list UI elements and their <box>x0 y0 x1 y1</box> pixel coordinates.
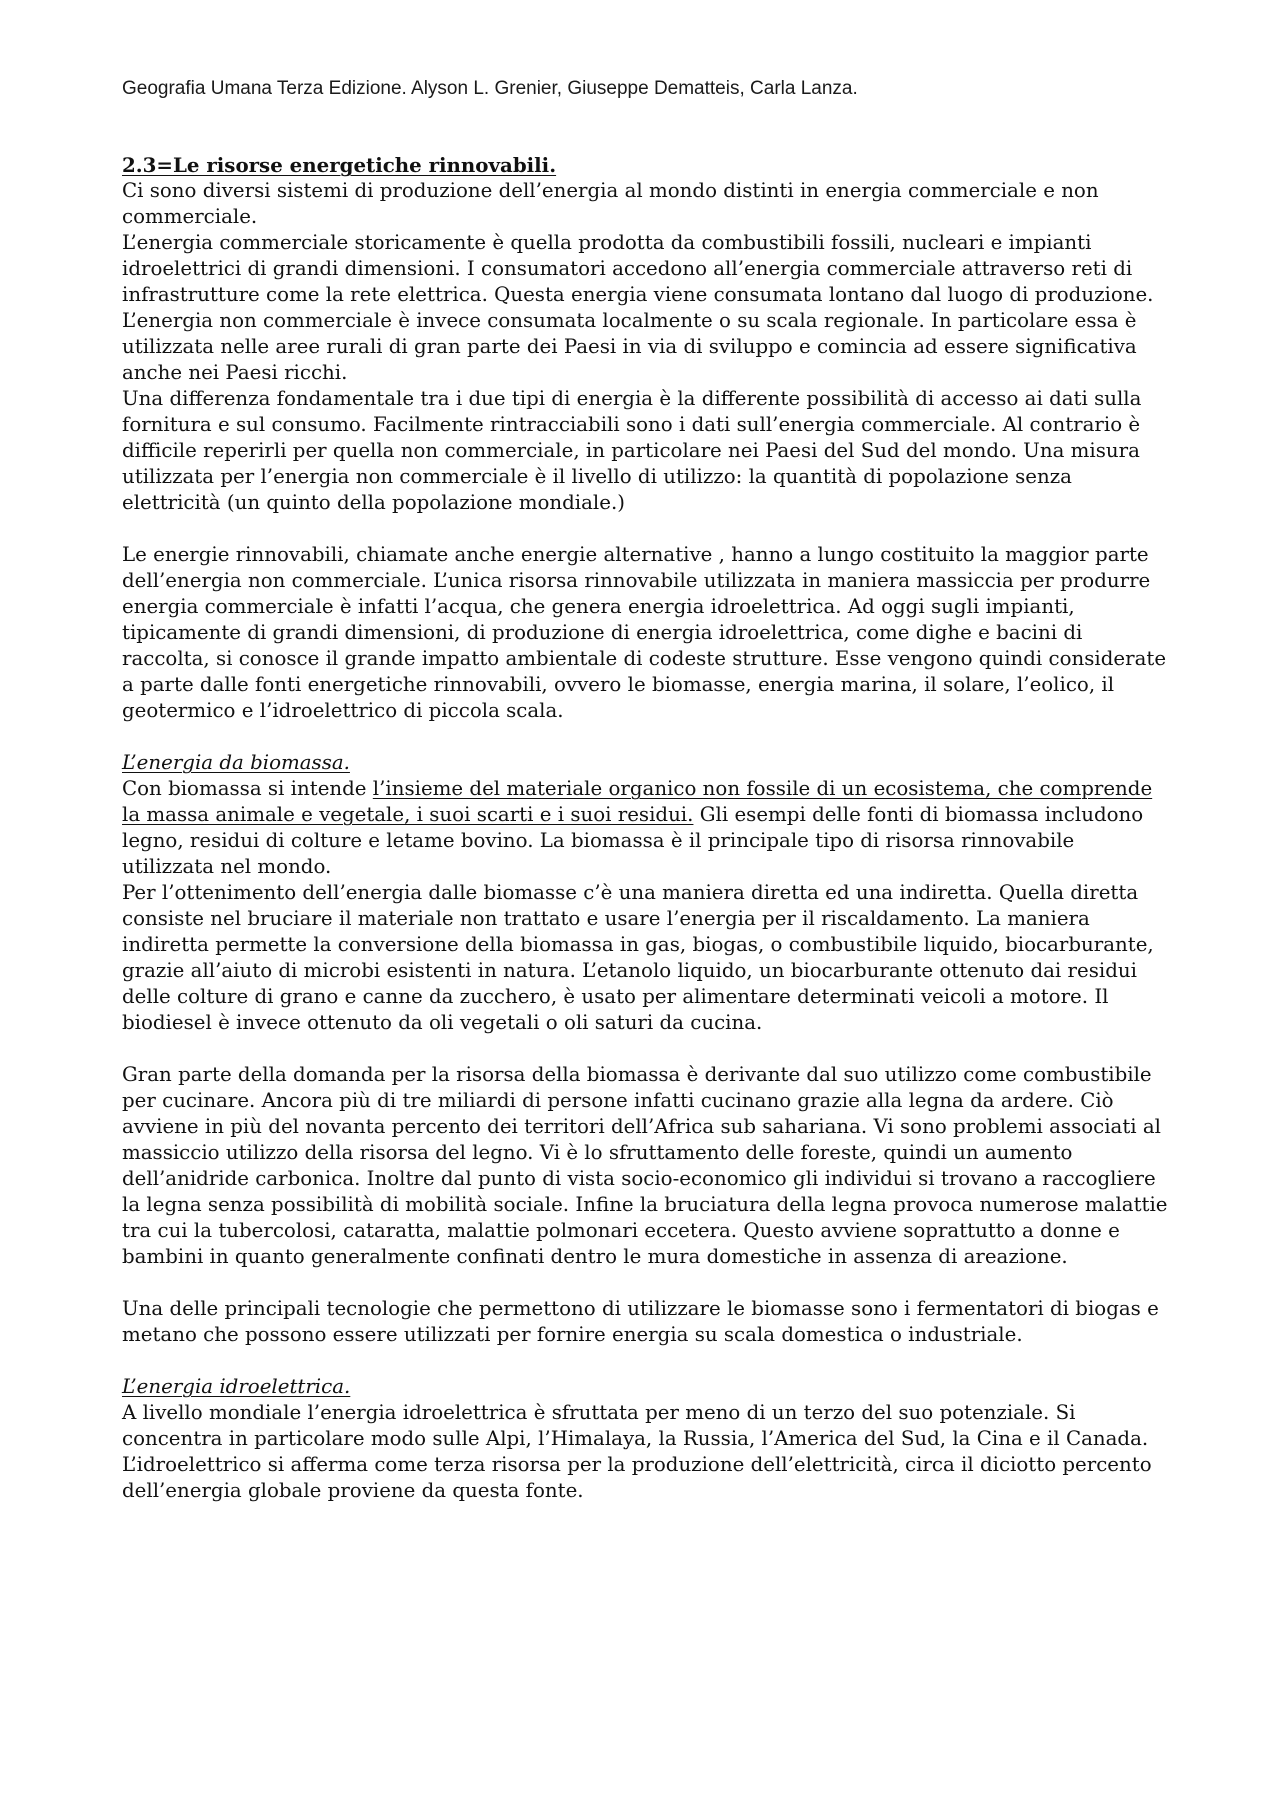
paragraph: Gran parte della domanda per la risorsa della biomassa è derivante dal suo utilizzo come combustibile per cucinare. Ancora più di tre miliardi di persone infatti cucinano grazie alla legna da ardere. Ciò avviene in più del novanta percento dei territori dell’Africa sub sahariana. Vi sono problemi associati al massiccio utilizzo della risorsa del legno. Vi è lo sfruttamento delle foreste, quindi un aumento dell’anidride carbonica. Inoltre dal punto di vista socio-economico gli individui si trovano a raccogliere la legna senza possibilità di mobilità sociale. Infine la bruciatura della legna provoca numerose malattie tra cui la tubercolosi, cataratta, malattie polmonari eccetera. Questo avviene soprattutto a donne e bambini in quanto generalmente confinati dentro le mura domestiche in assenza di areazione. <box>122 1063 1168 1268</box>
spacer <box>122 1270 1172 1296</box>
biomass-definition: l’insieme del materiale organico non fossile di un ecosistema, che comprende la massa animale e vegetale, i suoi scarti e i suoi residui. <box>122 777 1153 826</box>
paragraph: Per l’ottenimento dell’energia dalle biomasse c’è una maniera diretta ed una indiretta. Quella diretta consiste nel bruciare il materiale non trattato e usare l’energia per il riscaldamento. La maniera indiretta permette la conversione della biomassa in gas, biogas, o combustibile liquido, biocarburante, grazie all’aiuto di microbi esistenti in natura. L’etanolo liquido, un biocarburante ottenuto dai residui delle colture di grano e canne da zucchero, è usato per alimentare determinati veicoli a motore. Il biodiesel è invece ottenuto da oli vegetali o oli saturi da cucina. <box>122 881 1154 1034</box>
paragraph: L’energia commerciale storicamente è quella prodotta da combustibili fossili, nucleari e impianti idroelettrici di grandi dimensioni. I consumatori accedono all’energia commerciale attraverso reti di infrastrutture come la rete elettrica. Questa energia viene consumata lontano dal luogo di produzione. <box>122 231 1154 306</box>
intro-end: Gli esempi delle fonti di biomassa includono legno, residui di colture e letame bovino. La biomassa è il principale tipo di risorsa rinnovabile utilizzata nel mondo. <box>122 803 1144 878</box>
paragraph: Una differenza fondamentale tra i due tipi di energia è la differente possibilità di accesso ai dati sulla fornitura e sul consumo. Facilmente rintracciabili sono i dati sull’energia commerciale. Al contrario è difficile reperirli per quella non commerciale, in particolare nei Paesi del Sud del mondo. Una misura utilizzata per l’energia non commerciale è il livello di utilizzo: la quantità di popolazione senza elettricità (un quinto della popolazione mondiale.) <box>122 387 1142 514</box>
paragraph: A livello mondiale l’energia idroelettrica è sfruttata per meno di un terzo del suo potenziale. Si concentra in particolare modo sulle Alpi, l’Himalaya, la Russia, l’America del Sud, la Cina e il Canada. <box>122 1401 1149 1450</box>
subsection-title-biomass: L’energia da biomassa. <box>122 751 350 774</box>
paragraph: Le energie rinnovabili, chiamate anche energie alternative , hanno a lungo costituito la maggior parte dell’energia non commerciale. L’unica risorsa rinnovabile utilizzata in maniera massiccia per produrre energia commerciale è infatti l’acqua, che genera energia idroelettrica. Ad oggi sugli impianti, tipicamente di grandi dimensioni, di produzione di energia idroelettrica, come dighe e bacini di raccolta, si conosce il grande impatto ambientale di codeste strutture. Esse vengono quindi considerate a parte dalle fonti energetiche rinnovabili, ovvero le biomasse, energia marina, il solare, l’eolico, il geotermico e l’idroelettrico di piccola scala. <box>122 543 1167 722</box>
subsection-title-hydro: L’energia idroelettrica. <box>122 1375 351 1398</box>
paragraph: L’energia non commerciale è invece consumata localmente o su scala regionale. In particolare essa è utilizzata nelle aree rurali di gran parte dei Paesi in via di sviluppo e comincia ad essere significativa anche nei Paesi ricchi. <box>122 309 1137 384</box>
paragraph-biomass-intro <box>122 776 1172 880</box>
spacer <box>122 1036 1172 1062</box>
intro-start: Con biomassa si intende <box>122 777 373 800</box>
section-title: 2.3=Le risorse energetiche rinnovabili. <box>122 153 557 177</box>
paragraph: L’idroelettrico si afferma come terza risorsa per la produzione dell’elettricità, circa il diciotto percento dell’energia globale proviene da questa fonte. <box>122 1453 1152 1502</box>
spacer <box>122 1348 1172 1374</box>
paragraph: Ci sono diversi sistemi di produzione dell’energia al mondo distinti in energia commerciale e non commerciale. <box>122 179 1099 228</box>
paragraph: Una delle principali tecnologie che permettono di utilizzare le biomasse sono i fermentatori di biogas e metano che possono essere utilizzati per fornire energia su scala domestica o industriale. <box>122 1297 1159 1346</box>
spacer <box>122 724 1172 750</box>
page-header: Geografia Umana Terza Edizione. Alyson L. Grenier, Giuseppe Dematteis, Carla Lanza. <box>122 78 858 99</box>
spacer <box>122 516 1172 542</box>
document-body <box>122 152 1172 1504</box>
